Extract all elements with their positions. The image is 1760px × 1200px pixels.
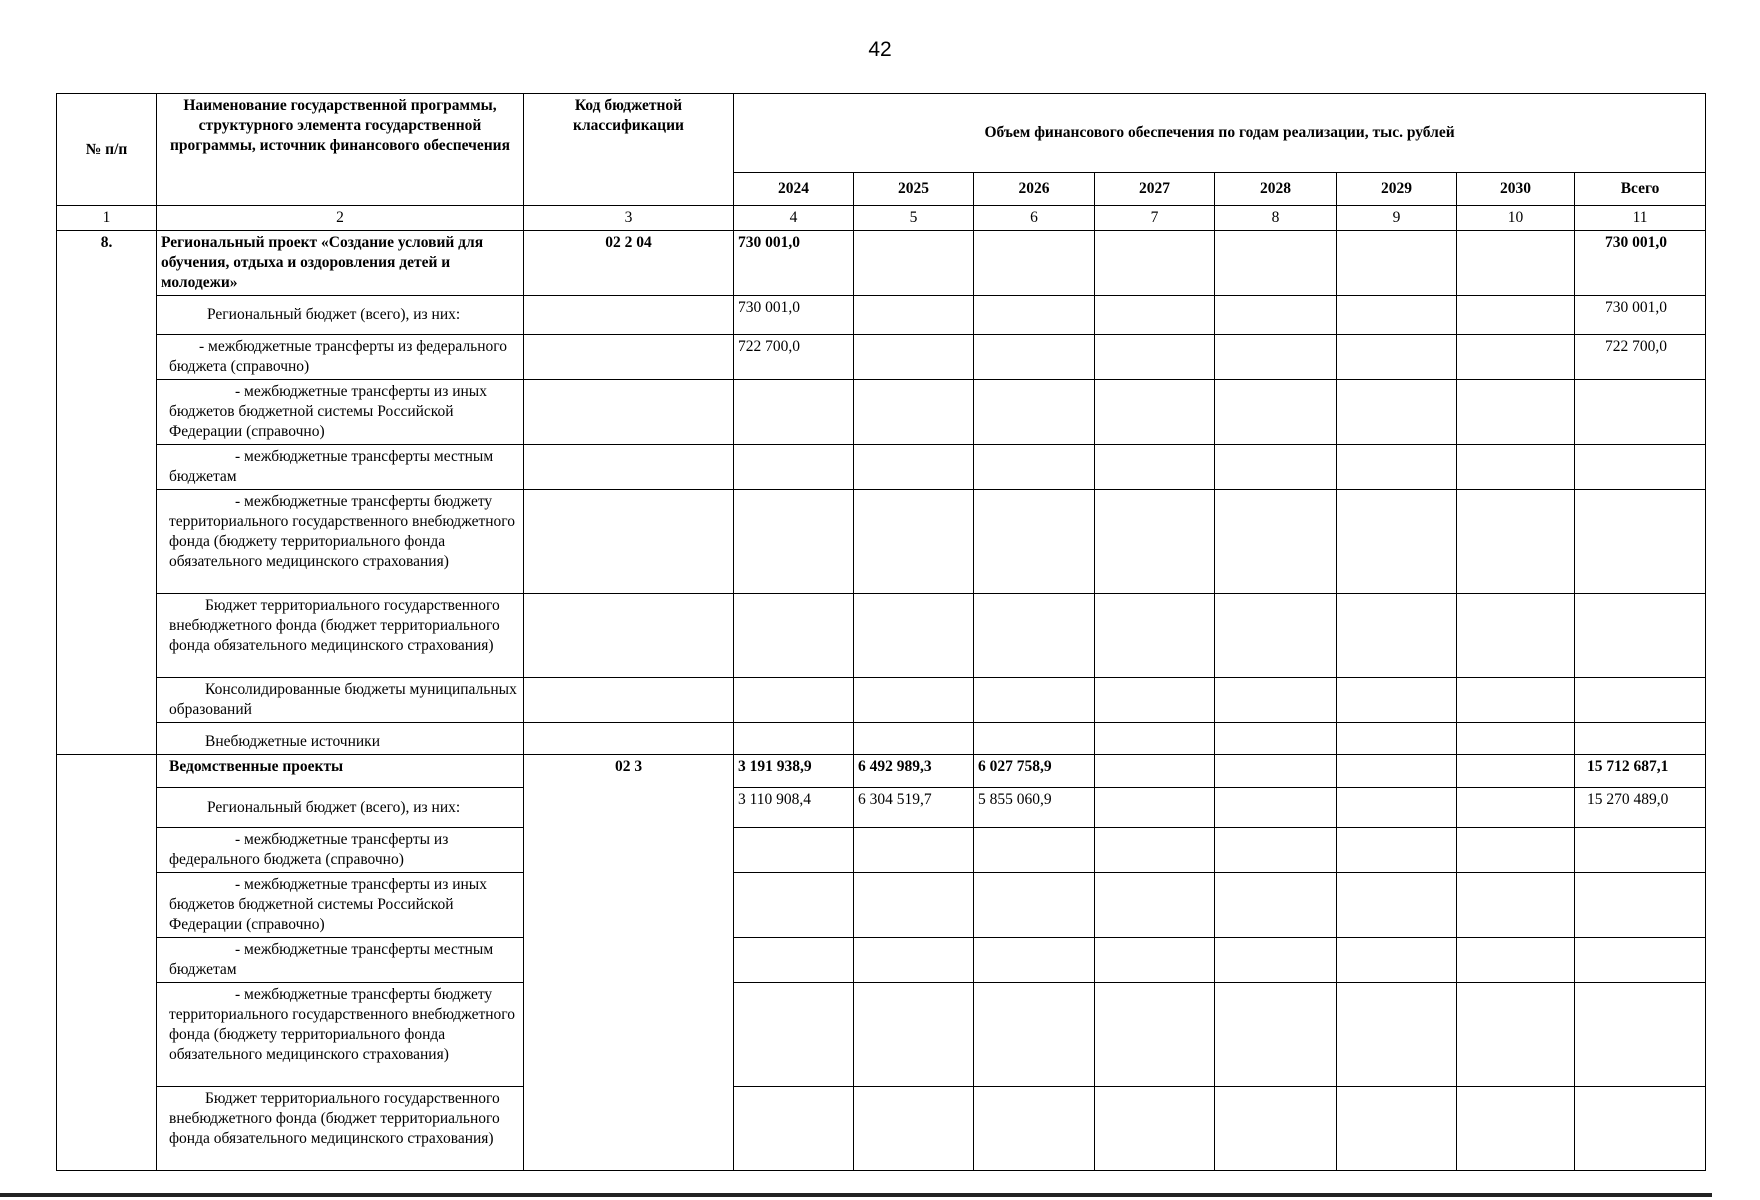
cell-total: 730 001,0 bbox=[1575, 231, 1706, 296]
table-row bbox=[57, 231, 1706, 296]
cell-2026 bbox=[974, 873, 1095, 938]
header-volume: Объем финансового обеспечения по годам реализации, тыс. рублей bbox=[734, 94, 1706, 173]
table-row bbox=[57, 1087, 1706, 1171]
cell-2027 bbox=[1095, 490, 1215, 594]
row-code: 02 3 bbox=[524, 755, 734, 1171]
cell-2028 bbox=[1215, 445, 1337, 490]
cell-2024: 730 001,0 bbox=[734, 296, 854, 335]
col-index: 9 bbox=[1337, 206, 1457, 231]
cell-2029 bbox=[1337, 828, 1457, 873]
row-code bbox=[524, 380, 734, 445]
cell-2029 bbox=[1337, 938, 1457, 983]
cell-total: 722 700,0 bbox=[1575, 335, 1706, 380]
cell-2025: 6 304 519,7 bbox=[854, 788, 974, 828]
cell-2026 bbox=[974, 1087, 1095, 1171]
cell-2024 bbox=[734, 938, 854, 983]
cell-2025 bbox=[854, 1087, 974, 1171]
row-name: - межбюджетные трансферты из федерального бюджета (справочно) bbox=[157, 828, 524, 873]
cell-2030 bbox=[1457, 873, 1575, 938]
cell-2024 bbox=[734, 445, 854, 490]
row-code: 02 2 04 bbox=[524, 231, 734, 296]
cell-2024: 3 191 938,9 bbox=[734, 755, 854, 788]
cell-2024: 3 110 908,4 bbox=[734, 788, 854, 828]
cell-2024 bbox=[734, 1087, 854, 1171]
table-row bbox=[57, 723, 1706, 755]
cell-2029 bbox=[1337, 873, 1457, 938]
cell-2027 bbox=[1095, 445, 1215, 490]
cell-2027 bbox=[1095, 873, 1215, 938]
cell-2026 bbox=[974, 380, 1095, 445]
header-year-2027: 2027 bbox=[1095, 173, 1215, 206]
cell-2026: 5 855 060,9 bbox=[974, 788, 1095, 828]
cell-2028 bbox=[1215, 755, 1337, 788]
row-name: - межбюджетные трансферты местным бюджетам bbox=[157, 938, 524, 983]
cell-2027 bbox=[1095, 335, 1215, 380]
cell-2027 bbox=[1095, 755, 1215, 788]
cell-2028 bbox=[1215, 335, 1337, 380]
col-index: 5 bbox=[854, 206, 974, 231]
row-code bbox=[524, 723, 734, 755]
row-name: Консолидированные бюджеты муниципальных образований bbox=[157, 678, 524, 723]
cell-2027 bbox=[1095, 788, 1215, 828]
row-code bbox=[524, 678, 734, 723]
cell-2027 bbox=[1095, 1087, 1215, 1171]
cell-2026 bbox=[974, 723, 1095, 755]
cell-2027 bbox=[1095, 983, 1215, 1087]
page-number: 42 bbox=[868, 38, 892, 61]
cell-2028 bbox=[1215, 983, 1337, 1087]
row-name: Региональный проект «Создание условий для обучения, отдыха и оздоровления детей и молодежи» bbox=[157, 231, 524, 296]
cell-2027 bbox=[1095, 828, 1215, 873]
cell-2026 bbox=[974, 445, 1095, 490]
table-row bbox=[57, 938, 1706, 983]
cell-total bbox=[1575, 380, 1706, 445]
cell-2024 bbox=[734, 594, 854, 678]
header-year-2029: 2029 bbox=[1337, 173, 1457, 206]
cell-2027 bbox=[1095, 296, 1215, 335]
header-year-2024: 2024 bbox=[734, 173, 854, 206]
row-name: - межбюджетные трансферты из федерального бюджета (справочно) bbox=[157, 335, 524, 380]
cell-total bbox=[1575, 678, 1706, 723]
col-index: 11 bbox=[1575, 206, 1706, 231]
cell-2025 bbox=[854, 445, 974, 490]
row-number bbox=[57, 755, 157, 1171]
cell-2028 bbox=[1215, 938, 1337, 983]
col-index: 3 bbox=[524, 206, 734, 231]
header-year-2025: 2025 bbox=[854, 173, 974, 206]
cell-2028 bbox=[1215, 678, 1337, 723]
cell-2024 bbox=[734, 490, 854, 594]
col-index: 1 bbox=[57, 206, 157, 231]
cell-2026 bbox=[974, 296, 1095, 335]
cell-2025 bbox=[854, 938, 974, 983]
cell-2025 bbox=[854, 983, 974, 1087]
row-code bbox=[524, 445, 734, 490]
cell-2024 bbox=[734, 678, 854, 723]
cell-2027 bbox=[1095, 938, 1215, 983]
table-row bbox=[57, 873, 1706, 938]
cell-2029 bbox=[1337, 983, 1457, 1087]
cell-total bbox=[1575, 1087, 1706, 1171]
header-number: № п/п bbox=[57, 94, 157, 206]
cell-2030 bbox=[1457, 828, 1575, 873]
cell-2030 bbox=[1457, 296, 1575, 335]
cell-2029 bbox=[1337, 380, 1457, 445]
cell-total bbox=[1575, 445, 1706, 490]
cell-2025 bbox=[854, 594, 974, 678]
col-index: 4 bbox=[734, 206, 854, 231]
cell-2028 bbox=[1215, 788, 1337, 828]
header-year-2026: 2026 bbox=[974, 173, 1095, 206]
cell-2025 bbox=[854, 873, 974, 938]
header-total: Всего bbox=[1575, 173, 1706, 206]
cell-2024 bbox=[734, 873, 854, 938]
cell-2030 bbox=[1457, 983, 1575, 1087]
cell-2030 bbox=[1457, 755, 1575, 788]
cell-2028 bbox=[1215, 828, 1337, 873]
cell-2024: 730 001,0 bbox=[734, 231, 854, 296]
cell-2028 bbox=[1215, 723, 1337, 755]
col-index: 8 bbox=[1215, 206, 1337, 231]
table-row bbox=[57, 296, 1706, 335]
row-name: - межбюджетные трансферты из иных бюджетов бюджетной системы Российской Федерации (справочно) bbox=[157, 873, 524, 938]
cell-2024 bbox=[734, 723, 854, 755]
cell-2030 bbox=[1457, 380, 1575, 445]
row-name: - межбюджетные трансферты местным бюджетам bbox=[157, 445, 524, 490]
cell-2025 bbox=[854, 490, 974, 594]
cell-2028 bbox=[1215, 380, 1337, 445]
table-row bbox=[57, 755, 1706, 788]
cell-2030 bbox=[1457, 1087, 1575, 1171]
cell-2024: 722 700,0 bbox=[734, 335, 854, 380]
cell-2028 bbox=[1215, 873, 1337, 938]
cell-2028 bbox=[1215, 1087, 1337, 1171]
cell-total bbox=[1575, 723, 1706, 755]
cell-total bbox=[1575, 594, 1706, 678]
table-row bbox=[57, 335, 1706, 380]
col-index: 2 bbox=[157, 206, 524, 231]
table-row bbox=[57, 678, 1706, 723]
cell-2027 bbox=[1095, 723, 1215, 755]
cell-2024 bbox=[734, 983, 854, 1087]
row-name: Бюджет территориального государственного внебюджетного фонда (бюджет территориального фонда обязательного медицинского страхования) bbox=[157, 594, 524, 678]
header-code: Код бюджетной классификации bbox=[524, 94, 734, 206]
cell-2026 bbox=[974, 983, 1095, 1087]
cell-total bbox=[1575, 490, 1706, 594]
cell-2028 bbox=[1215, 231, 1337, 296]
row-code bbox=[524, 490, 734, 594]
cell-2030 bbox=[1457, 678, 1575, 723]
cell-2029 bbox=[1337, 445, 1457, 490]
row-name: Региональный бюджет (всего), из них: bbox=[157, 296, 524, 335]
table-row bbox=[57, 490, 1706, 594]
cell-2026 bbox=[974, 335, 1095, 380]
cell-2029 bbox=[1337, 678, 1457, 723]
col-index: 10 bbox=[1457, 206, 1575, 231]
cell-2026 bbox=[974, 938, 1095, 983]
cell-total bbox=[1575, 873, 1706, 938]
cell-2026 bbox=[974, 828, 1095, 873]
cell-2030 bbox=[1457, 231, 1575, 296]
table-row bbox=[57, 445, 1706, 490]
cell-2030 bbox=[1457, 335, 1575, 380]
row-name: Ведомственные проекты bbox=[157, 755, 524, 788]
row-code bbox=[524, 594, 734, 678]
cell-total: 730 001,0 bbox=[1575, 296, 1706, 335]
cell-2026 bbox=[974, 678, 1095, 723]
header-name: Наименование государственной программы, структурного элемента государственной программы, источник финансового обеспечения bbox=[157, 94, 524, 206]
budget-table bbox=[56, 93, 1706, 1171]
cell-total: 15 712 687,1 bbox=[1575, 755, 1706, 788]
table-row bbox=[57, 788, 1706, 828]
cell-2030 bbox=[1457, 445, 1575, 490]
table-row bbox=[57, 594, 1706, 678]
table-row bbox=[57, 380, 1706, 445]
row-code bbox=[524, 296, 734, 335]
cell-total bbox=[1575, 828, 1706, 873]
cell-2029 bbox=[1337, 788, 1457, 828]
cell-2025 bbox=[854, 723, 974, 755]
cell-2027 bbox=[1095, 231, 1215, 296]
cell-2025 bbox=[854, 678, 974, 723]
col-index: 6 bbox=[974, 206, 1095, 231]
cell-2028 bbox=[1215, 490, 1337, 594]
row-number: 8. bbox=[57, 231, 157, 755]
cell-2029 bbox=[1337, 755, 1457, 788]
cell-2029 bbox=[1337, 594, 1457, 678]
cell-2025 bbox=[854, 380, 974, 445]
cell-2026: 6 027 758,9 bbox=[974, 755, 1095, 788]
header-year-2030: 2030 bbox=[1457, 173, 1575, 206]
cell-2024 bbox=[734, 380, 854, 445]
cell-2029 bbox=[1337, 490, 1457, 594]
cell-2027 bbox=[1095, 678, 1215, 723]
cell-2030 bbox=[1457, 938, 1575, 983]
row-name: - межбюджетные трансферты из иных бюджетов бюджетной системы Российской Федерации (справочно) bbox=[157, 380, 524, 445]
cell-2026 bbox=[974, 594, 1095, 678]
cell-2029 bbox=[1337, 1087, 1457, 1171]
cell-2027 bbox=[1095, 380, 1215, 445]
table-row bbox=[57, 828, 1706, 873]
scan-edge-line bbox=[0, 1193, 1712, 1197]
cell-2025: 6 492 989,3 bbox=[854, 755, 974, 788]
cell-2025 bbox=[854, 828, 974, 873]
cell-total bbox=[1575, 938, 1706, 983]
table-row bbox=[57, 983, 1706, 1087]
cell-2028 bbox=[1215, 296, 1337, 335]
row-name: - межбюджетные трансферты бюджету территориального государственного внебюджетного фонда (бюджету территориального фонда обязательного медицинского страхования) bbox=[157, 983, 524, 1087]
row-name: - межбюджетные трансферты бюджету территориального государственного внебюджетного фонда (бюджету территориального фонда обязательного медицинского страхования) bbox=[157, 490, 524, 594]
cell-2026 bbox=[974, 490, 1095, 594]
cell-2029 bbox=[1337, 231, 1457, 296]
cell-2025 bbox=[854, 296, 974, 335]
cell-2028 bbox=[1215, 594, 1337, 678]
cell-2025 bbox=[854, 335, 974, 380]
cell-2030 bbox=[1457, 788, 1575, 828]
row-name: Бюджет территориального государственного внебюджетного фонда (бюджет территориального фонда обязательного медицинского страхования) bbox=[157, 1087, 524, 1171]
cell-total: 15 270 489,0 bbox=[1575, 788, 1706, 828]
cell-2027 bbox=[1095, 594, 1215, 678]
header-year-2028: 2028 bbox=[1215, 173, 1337, 206]
cell-2024 bbox=[734, 828, 854, 873]
cell-2030 bbox=[1457, 490, 1575, 594]
cell-2029 bbox=[1337, 335, 1457, 380]
cell-2029 bbox=[1337, 296, 1457, 335]
row-name: Внебюджетные источники bbox=[157, 723, 524, 755]
cell-2026 bbox=[974, 231, 1095, 296]
cell-2029 bbox=[1337, 723, 1457, 755]
cell-2025 bbox=[854, 231, 974, 296]
col-index: 7 bbox=[1095, 206, 1215, 231]
cell-2030 bbox=[1457, 594, 1575, 678]
cell-2030 bbox=[1457, 723, 1575, 755]
row-name: Региональный бюджет (всего), из них: bbox=[157, 788, 524, 828]
cell-total bbox=[1575, 983, 1706, 1087]
row-code bbox=[524, 335, 734, 380]
